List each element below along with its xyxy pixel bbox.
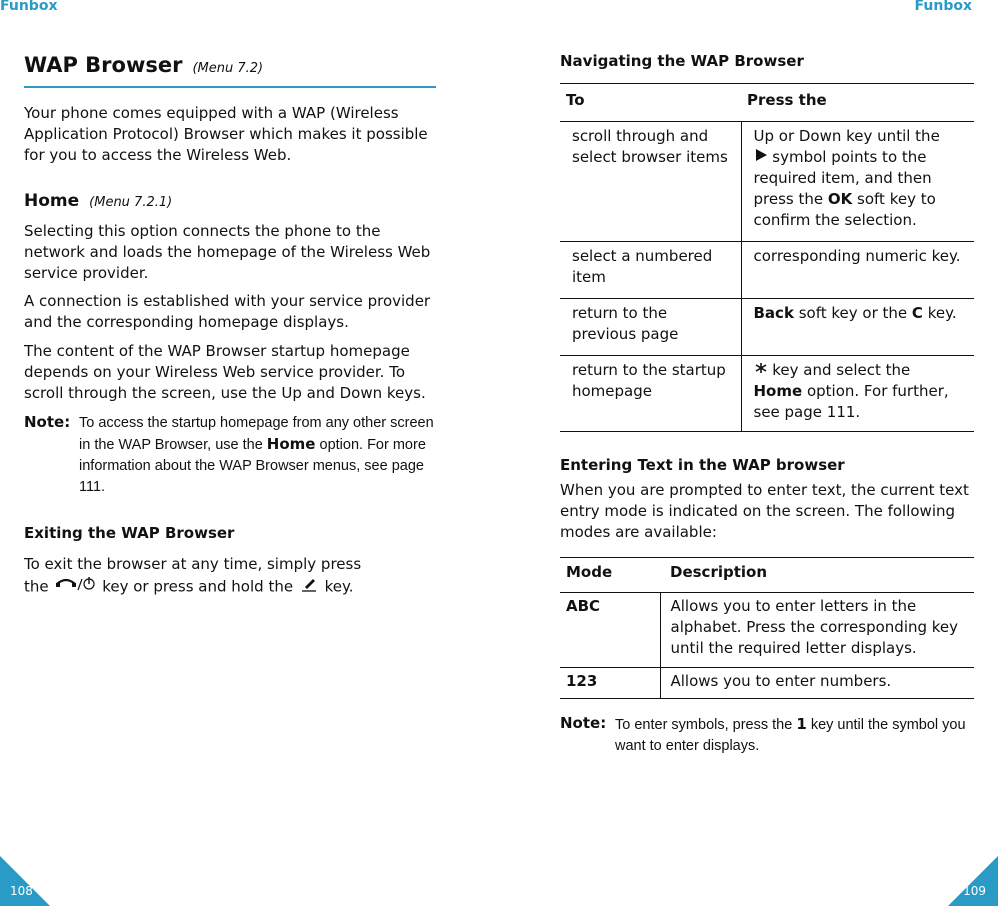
pointer-arrow-icon (754, 147, 768, 168)
exit-paragraph (24, 554, 436, 599)
note-right: Note: To enter symbols, press the 1 key until the symbol you want to enter displays. (560, 714, 966, 754)
nav-cell-bold: Back (753, 304, 794, 322)
entry-paragraph: When you are prompted to enter text, the current text entry mode is indicated on the screen. The following modes are available: (560, 481, 969, 541)
running-header-left: Funbox (0, 0, 58, 14)
exit-end: key. (324, 577, 354, 596)
nav-cell-text: Up or Down key until the (753, 127, 940, 145)
nav-table (560, 83, 974, 432)
note-text-2: option. For more information about the WAP Browser menus, see page 111. (79, 437, 426, 495)
page-title (24, 52, 436, 82)
note-label: Note (24, 413, 65, 431)
page-corner-left (0, 856, 50, 906)
exit-heading: Exiting the WAP Browser (24, 524, 235, 542)
nav-cell-to: return to the previous page (560, 299, 741, 356)
clear-key-icon (298, 575, 320, 599)
nav-heading: Navigating the WAP Browser (560, 52, 804, 70)
home-paragraph-3: The content of the WAP Browser startup homepage depends on your Wireless Web service provider. To scroll through the screen, use the Up and Down keys. (24, 342, 426, 402)
note-bold: 1 (796, 715, 807, 733)
nav-cell-text: soft key or the (798, 304, 908, 322)
page-corner-right (948, 856, 998, 906)
note-text-1: To enter symbols, press the (615, 717, 793, 733)
end-power-key-icon (53, 575, 97, 599)
table-row (560, 593, 974, 668)
mode-cell: 123 (560, 668, 660, 699)
nav-cell-bold: C (911, 304, 923, 322)
mode-desc-cell: Allows you to enter letters in the alphabet. Press the corresponding key until the required letter displays. (670, 597, 959, 657)
home-paragraph-2: A connection is established with your service provider and the corresponding homepage displays. (24, 292, 431, 331)
nav-cell-bold: Home (753, 382, 803, 400)
home-heading (24, 191, 436, 211)
nav-cell-text: key and select the (772, 361, 911, 379)
nav-cell-text: symbol points to the required item, and then press the (753, 148, 932, 208)
page-number-right: 109 (963, 884, 986, 898)
home-menu-ref: (Menu 7.2.1) (89, 195, 173, 210)
exit-the: the (24, 577, 49, 596)
note-label: Note (560, 714, 601, 732)
mode-col-desc: Description (670, 563, 768, 581)
nav-cell-to: scroll through and select browser items (560, 122, 741, 242)
nav-cell-press (741, 122, 974, 242)
title-menu-ref: (Menu 7.2) (192, 61, 264, 76)
running-header-right: Funbox (914, 0, 972, 14)
exit-line-1: To exit the browser at any time, simply press (24, 555, 362, 573)
nav-cell-text: soft key to confirm the selection. (753, 190, 936, 229)
nav-col-press: Press the (747, 91, 827, 109)
nav-cell-text: option. For further, see page 111. (753, 382, 949, 421)
nav-cell-press (741, 356, 974, 432)
nav-cell-press (741, 299, 974, 356)
asterisk-key-icon (754, 360, 768, 381)
table-row (560, 668, 974, 699)
title-rule (24, 86, 436, 88)
title-text: WAP Browser (24, 53, 183, 77)
entry-heading: Entering Text in the WAP browser (560, 456, 845, 474)
nav-table-header (560, 84, 974, 122)
nav-cell-bold: OK (827, 190, 853, 208)
home-heading-text: Home (24, 191, 80, 211)
nav-col-to: To (566, 91, 585, 109)
left-page (24, 52, 436, 599)
mode-col-mode: Mode (566, 563, 613, 581)
mode-table (560, 557, 974, 699)
mode-desc-cell: Allows you to enter numbers. (670, 672, 892, 690)
table-row (560, 356, 974, 432)
table-row (560, 242, 974, 299)
note-bold: Home (266, 435, 316, 453)
intro-paragraph: Your phone comes equipped with a WAP (Wireless Application Protocol) Browser which makes it possible for you to access the Wireless Web. (24, 104, 428, 164)
table-row (560, 299, 974, 356)
page-number-left: 108 (10, 884, 33, 898)
nav-cell-to: return to the startup homepage (560, 356, 741, 432)
right-page (560, 52, 974, 757)
exit-mid: key or press and hold the (102, 577, 294, 596)
mode-cell: ABC (560, 593, 660, 668)
note-left: Note: To access the startup homepage from any other screen in the WAP Browser, use the Home option. For more information about the WAP Browser menus, see page 111. (24, 413, 434, 495)
note-text-2: key until the symbol you want to enter displays. (615, 717, 966, 754)
mode-table-header (560, 558, 974, 593)
nav-cell-press: corresponding numeric key. (753, 247, 961, 265)
table-row (560, 122, 974, 242)
nav-cell-to: select a numbered item (560, 242, 741, 299)
nav-cell-text: key. (927, 304, 957, 322)
home-paragraph-1: Selecting this option connects the phone to the network and loads the homepage of the Wireless Web service provider. (24, 222, 431, 282)
note-text-1: To access the startup homepage from any other screen in the WAP Browser, use the (79, 415, 434, 453)
